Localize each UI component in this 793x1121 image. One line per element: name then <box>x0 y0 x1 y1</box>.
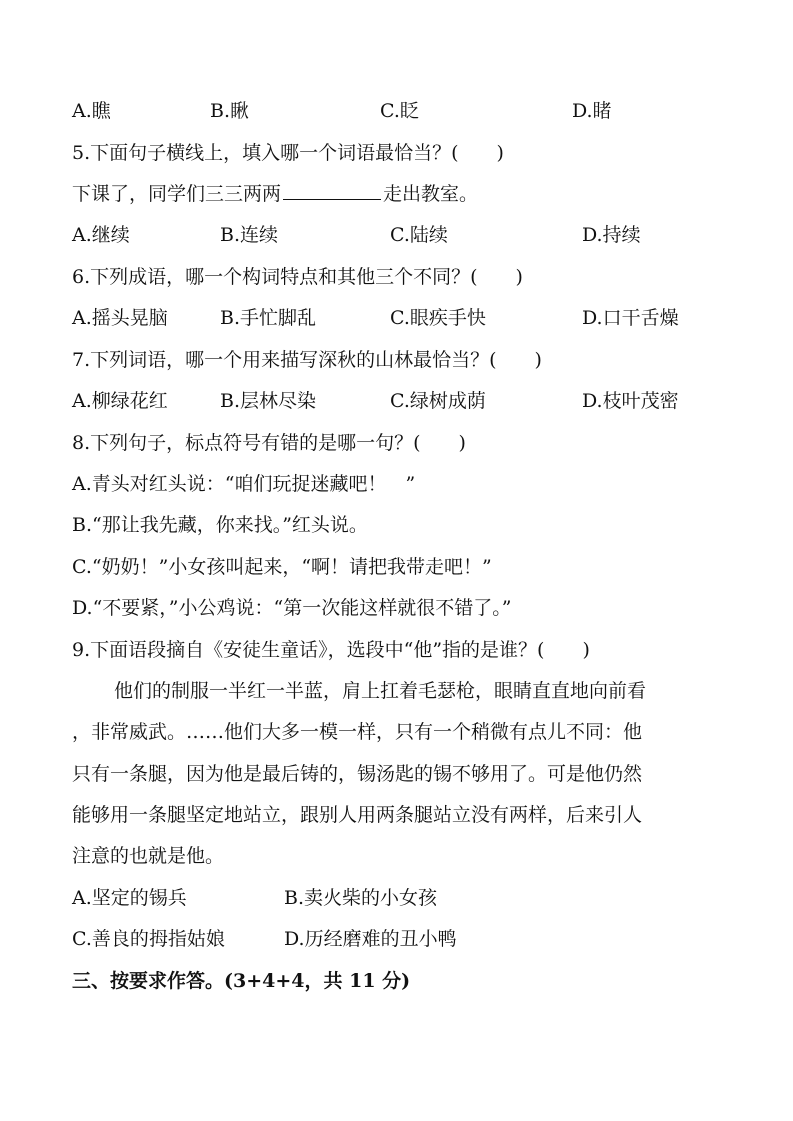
q4-option-a: A.瞧 <box>72 100 111 122</box>
q9-option-c: C.善良的拇指姑娘 <box>72 928 225 950</box>
q6-stem: 6.下列成语，哪一个构词特点和其他三个不同？( ) <box>72 266 523 288</box>
q7-stem: 7.下列词语，哪一个用来描写深秋的山林最恰当？( ) <box>72 349 542 371</box>
q4-option-c: C.眨 <box>380 100 419 122</box>
q5-blank <box>283 181 381 200</box>
q4-option-d: D.睹 <box>572 100 612 122</box>
q9-passage-line-4: 能够用一条腿坚定地站立，跟别人用两条腿站立没有两样，后来引人 <box>72 804 643 826</box>
q8-option-b: B.“那让我先藏，你来找。”红头说。 <box>72 514 368 536</box>
q8-option-a: A.青头对红头说：“咱们玩捉迷藏吧！ ” <box>72 473 416 495</box>
q9-passage-line-5: 注意的也就是他。 <box>72 845 225 867</box>
q5-sentence-pre: 下课了，同学们三三两两 <box>72 183 282 205</box>
q7-option-c: C.绿树成荫 <box>390 390 486 412</box>
q8-stem: 8.下列句子，标点符号有错的是哪一句？( ) <box>72 432 466 454</box>
q5-sentence-post: 走出教室。 <box>383 183 479 205</box>
q4-option-b: B.瞅 <box>210 100 250 122</box>
q5-option-d: D.持续 <box>582 224 641 246</box>
q5-option-a: A.继续 <box>72 224 130 246</box>
q8-option-c: C.“奶奶！”小女孩叫起来，“啊！请把我带走吧！” <box>72 556 492 578</box>
q9-stem: 9.下面语段摘自《安徒生童话》，选段中“他”指的是谁？( ) <box>72 639 590 661</box>
q6-option-b: B.手忙脚乱 <box>220 307 317 329</box>
q7-option-a: A.柳绿花红 <box>72 390 168 412</box>
q7-option-b: B.层林尽染 <box>220 390 317 412</box>
q6-option-d: D.口干舌燥 <box>582 307 679 329</box>
q5-option-c: C.陆续 <box>390 224 448 246</box>
section-3-heading: 三、按要求作答。(3+4+4，共 11 分) <box>72 970 411 992</box>
q6-option-c: C.眼疾手快 <box>390 307 486 329</box>
q5-stem: 5.下面句子横线上，填入哪一个词语最恰当？( ) <box>72 142 504 164</box>
q9-passage-line-1: 他们的制服一半红一半蓝，肩上扛着毛瑟枪，眼睛直直地向前看 <box>114 680 647 702</box>
q9-option-b: B.卖火柴的小女孩 <box>284 887 438 909</box>
q9-passage-line-2: ，非常威武。……他们大多一模一样，只有一个稍微有点儿不同：他 <box>72 721 643 743</box>
q9-option-a: A.坚定的锡兵 <box>72 887 187 909</box>
q5-sentence <box>72 181 478 207</box>
q6-option-a: A.摇头晃脑 <box>72 307 168 329</box>
q5-option-b: B.连续 <box>220 224 279 246</box>
q8-option-d: D.“不要紧，”小公鸡说：“第一次能这样就很不错了。” <box>72 597 512 619</box>
q9-passage-line-3: 只有一条腿，因为他是最后铸的，锡汤匙的锡不够用了。可是他仍然 <box>72 763 643 785</box>
q9-option-d: D.历经磨难的丑小鸭 <box>284 928 457 950</box>
q7-option-d: D.枝叶茂密 <box>582 390 679 412</box>
